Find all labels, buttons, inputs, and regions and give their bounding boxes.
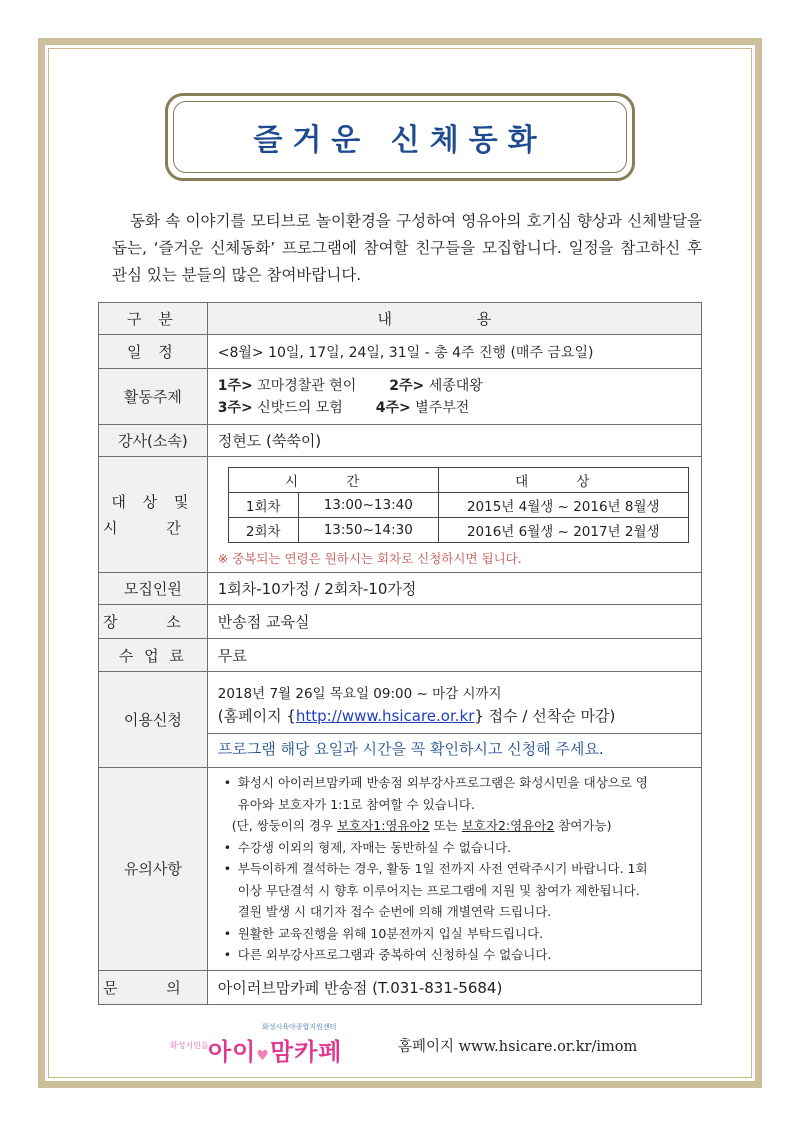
note-item: • 다른 외부강사프로그램과 중복하여 신청하실 수 없습니다. xyxy=(222,944,691,966)
session-header-time: 시 간 xyxy=(228,467,438,492)
place-row xyxy=(99,605,702,639)
notes-value xyxy=(207,768,701,971)
theme-label: 활동주제 xyxy=(99,369,208,425)
session-row: 1회차 13:00~13:40 2015년 4월생 ~ 2016년 8월생 xyxy=(228,492,688,517)
header-label: 구 분 xyxy=(99,303,208,335)
instructor-row xyxy=(99,425,702,457)
heart-icon: ♥ xyxy=(256,1048,270,1064)
theme-row xyxy=(99,369,702,425)
logo-main-text: 아이♥맘카페 xyxy=(208,1038,343,1066)
theme-week-2: 2주> xyxy=(389,377,425,394)
intro-paragraph: 동화 속 이야기를 모티브로 놀이환경을 구성하여 영유아의 호기심 향상과 신체발달을 돕는, ‘즐거운 신체동화’ 프로그램에 참여할 친구들을 모집합니다. 일정을 참고하신 후 관심 있는 분들의 많은 참여바랍니다. xyxy=(112,212,702,284)
session-row: 2회차 13:50~14:30 2016년 6월생 ~ 2017년 2월생 xyxy=(228,517,688,542)
fee-row xyxy=(99,639,702,672)
theme-week-3: 3주> xyxy=(217,399,253,416)
apply-notice: 프로그램 해당 요일과 시간을 꼭 확인하시고 신청해 주세요. xyxy=(217,739,604,758)
session-table-header xyxy=(228,467,688,492)
contact-value: 아이러브맘카페 반송점 (T.031-831-5684) xyxy=(207,970,701,1004)
footer xyxy=(170,1020,650,1070)
schedule-row xyxy=(99,335,702,369)
notes-row xyxy=(99,768,702,971)
schedule-value: <8월> 10일, 17일, 24일, 31일 - 총 4주 진행 (매주 금요일) xyxy=(207,335,701,369)
target-value xyxy=(207,457,701,573)
title-box xyxy=(165,93,635,181)
notes-list: • 화성시 아이러브맘카페 반송점 외부강사프로그램은 화성시민을 대상으로 영 유아와 보호자가 1:1로 참여할 수 있습니다. (단, 쌍둥이의 경우 보호자1:영유아2 또는 보호자2:영유아2 참여가능) • 수강생 이외의 형제, 자매는 동반하실 수 없습니다. • 부득이하게 결석하는 경우, 활동 1일 전까지 사전 연락주시기 바랍니다. 1회 이상 무단결석 시 향후 이루어지는 프로그램에 지원 및 참여가 제한됩니다. 결원 발생 시 대기자 접수 순번에 의해 개별연락 드립니다. • 원활한 교육진행을 위해 10분전까지 입실 부탁드립니다. • 다른 외부강사프로그램과 중복하여 신청하실 수 없습니다. xyxy=(222,772,691,966)
schedule-label: 일 정 xyxy=(99,335,208,369)
note-item: • 부득이하게 결석하는 경우, 활동 1일 전까지 사전 연락주시기 바랍니다. 1회 xyxy=(222,858,691,880)
apply-row xyxy=(99,672,702,768)
theme-name-3: 신밧드의 모험 xyxy=(257,399,343,416)
note-item: • 화성시 아이러브맘카페 반송점 외부강사프로그램은 화성시민을 대상으로 영 xyxy=(222,772,691,794)
note-item: • 수강생 이외의 형제, 자매는 동반하실 수 없습니다. xyxy=(222,837,691,859)
cafe-logo xyxy=(170,1020,350,1068)
theme-name-2: 세종대왕 xyxy=(428,377,483,394)
target-row xyxy=(99,457,702,573)
target-label: 대 상 및 시 간 xyxy=(99,457,208,573)
homepage-link[interactable]: http://www.hsicare.or.kr xyxy=(295,706,475,725)
apply-value xyxy=(207,672,701,768)
theme-name-4: 별주부전 xyxy=(415,399,470,416)
notes-label: 유의사항 xyxy=(99,768,208,971)
fee-label: 수 업 료 xyxy=(99,639,208,672)
recruit-row xyxy=(99,573,702,605)
place-label: 장 소 xyxy=(99,605,208,639)
logo-small-text: 화성시민을 xyxy=(170,1041,209,1050)
info-table xyxy=(98,302,702,1005)
header-content: 내 용 xyxy=(207,303,701,335)
page-title: 즐거운 신체동화 xyxy=(253,123,547,158)
instructor-value: 정현도 (쑥쑥이) xyxy=(207,425,701,457)
theme-week-1: 1주> xyxy=(217,377,253,394)
session-table xyxy=(228,467,689,543)
theme-value xyxy=(207,369,701,425)
table-header-row xyxy=(99,303,702,335)
contact-label: 문 의 xyxy=(99,970,208,1004)
logo-top-text: 화성시육아종합지원센터 xyxy=(262,1023,337,1031)
theme-week-4: 4주> xyxy=(375,399,411,416)
note-item: • 원활한 교육진행을 위해 10분전까지 입실 부탁드립니다. xyxy=(222,923,691,945)
instructor-label: 강사(소속) xyxy=(99,425,208,457)
title-box-inner xyxy=(173,101,627,173)
theme-name-1: 꼬마경찰관 현이 xyxy=(257,377,357,394)
session-header-target: 대 상 xyxy=(438,467,688,492)
footer-homepage: 홈페이지 www.hsicare.or.kr/imom xyxy=(398,1039,638,1055)
apply-date: 2018년 7월 26일 목요일 09:00 ~ 마감 시까지 xyxy=(217,685,502,702)
contact-row xyxy=(99,970,702,1004)
apply-label: 이용신청 xyxy=(99,672,208,768)
target-note: ※ 중복되는 연령은 원하시는 회차로 신청하시면 됩니다. xyxy=(217,550,522,566)
apply-homepage: (홈페이지 {http://www.hsicare.or.kr} 접수 / 선착순 마감) xyxy=(217,706,616,725)
recruit-value: 1회차-10가정 / 2회차-10가정 xyxy=(207,573,701,605)
fee-value: 무료 xyxy=(207,639,701,672)
place-value: 반송점 교육실 xyxy=(207,605,701,639)
recruit-label: 모집인원 xyxy=(99,573,208,605)
